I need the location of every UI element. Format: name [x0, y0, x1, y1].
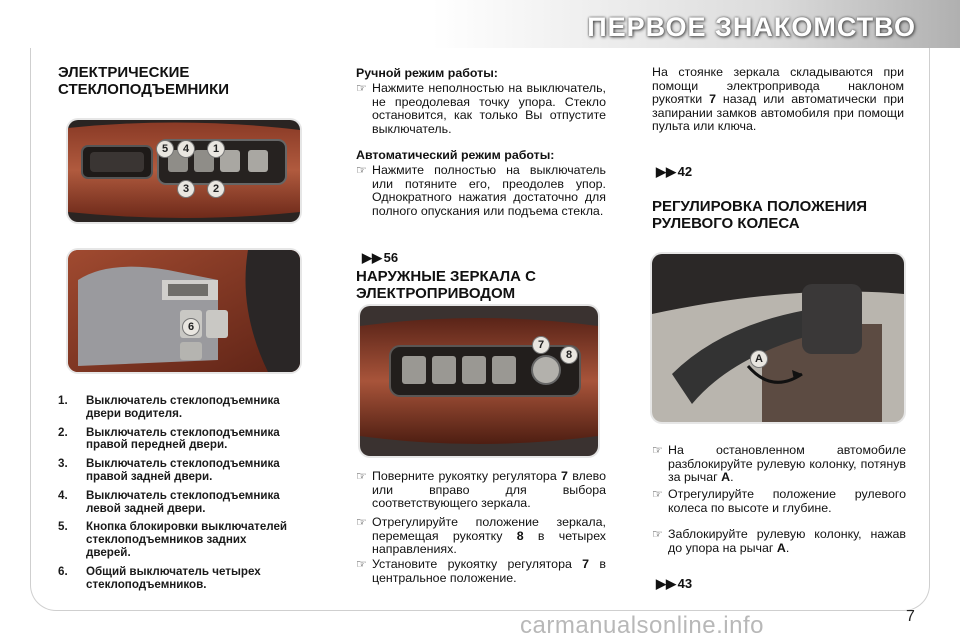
list-item-text: правой задней двери. — [86, 469, 213, 483]
steering-column-photo — [652, 254, 904, 422]
fast-forward-icon: ▶▶ — [656, 164, 676, 179]
list-item-text: Выключатель стеклоподъемника — [86, 394, 280, 407]
text-segment: в центральное положение. — [372, 557, 606, 585]
watermark: carmanualsonline.info — [520, 612, 764, 639]
pointing-hand-icon: ☞ — [356, 515, 367, 529]
master-switch-photo — [68, 250, 300, 372]
mirror-folding-text — [652, 66, 904, 134]
list-item-text: левой задней двери. — [86, 501, 206, 515]
fast-forward-icon: ▶▶ — [362, 250, 382, 265]
auto-mode-text: Нажмите полностью на выключатель или потяните его, преодолев упор. Однократного нажатия достаточно для полного опускания или подъема стекла. — [372, 163, 606, 218]
mirror-bullet-3-text — [372, 558, 606, 585]
manual-mode-bullet — [356, 82, 606, 148]
control-letter: A — [721, 470, 731, 485]
list-item — [58, 521, 320, 559]
control-number: 8 — [516, 528, 524, 543]
steering-column-illustration — [652, 254, 904, 422]
pointing-hand-icon: ☞ — [652, 487, 663, 501]
list-item — [58, 458, 320, 484]
list-item — [58, 566, 320, 592]
steering-bullet-1-text: На остановленном автомобиле разблокируйте рулевую колонку, потянув за рычаг A. — [668, 443, 906, 485]
manual-mode-heading: Ручной режим работы: — [356, 66, 498, 80]
control-letter: A — [776, 540, 786, 555]
auto-mode-bullet — [356, 164, 606, 244]
list-item-text: стеклоподъемников задних — [86, 533, 247, 547]
page-number: 7 — [906, 608, 915, 625]
door-panel-illustration — [68, 120, 300, 222]
mirror-bullet-1 — [356, 470, 606, 512]
steering-bullet-1 — [652, 444, 906, 486]
mirrors-title-line2: ЭЛЕКТРОПРИВОДОМ — [356, 285, 516, 302]
manual-mode-text: Нажмите неполностью на выключатель, не преодолевая точку упора. Стекло остановится, как только Вы отпустите выключатель. — [372, 81, 606, 136]
steering-wheel-title — [652, 198, 867, 232]
page-reference-42 — [656, 164, 692, 180]
text-segment: Установите рукоятку регулятора — [372, 557, 572, 571]
list-item-text: правой передней двери. — [86, 438, 228, 452]
auto-mode-heading: Автоматический режим работы: — [356, 148, 555, 162]
callout-8: 8 — [560, 346, 578, 364]
pointing-hand-icon: ☞ — [652, 443, 663, 457]
mirror-bullet-2 — [356, 516, 606, 558]
mirror-bullet-3 — [356, 558, 606, 588]
steering-bullet-3 — [652, 528, 906, 558]
pointing-hand-icon: ☞ — [356, 81, 367, 95]
list-item-number: 2. — [58, 425, 68, 439]
mirror-control-photo — [360, 306, 598, 456]
text-segment: влево или вправо для выбора соответствующего зеркала. — [372, 469, 606, 511]
text-segment: На стоянке зеркала складываются при помощи электропривода наклоном рукоятки — [652, 65, 904, 107]
steering-bullet-2-text: Отрегулируйте положение рулевого колеса по высоте и глубине. — [668, 487, 906, 515]
page-reference-number: 43 — [677, 576, 693, 591]
pointing-hand-icon: ☞ — [356, 163, 367, 177]
window-lifts-title-line1: ЭЛЕКТРИЧЕСКИЕ — [58, 64, 190, 81]
callout-2: 2 — [207, 180, 225, 198]
callout-6: 6 — [182, 318, 200, 336]
mirrors-title — [356, 268, 536, 302]
callout-1: 1 — [207, 140, 225, 158]
fast-forward-icon: ▶▶ — [656, 576, 676, 591]
steering-bullet-2 — [652, 488, 906, 530]
text-segment: назад или автоматически при запирании замков автомобиля при помощи пульта или ключа. — [652, 92, 904, 134]
list-item-number: 4. — [58, 488, 68, 502]
list-item-text: дверей. — [86, 545, 131, 559]
callout-7: 7 — [532, 336, 550, 354]
list-item-number: 6. — [58, 564, 68, 578]
pointing-hand-icon: ☞ — [356, 469, 367, 483]
list-item — [58, 395, 320, 421]
control-number: 7 — [709, 92, 716, 107]
steering-wheel-title-line2: РУЛЕВОГО КОЛЕСА — [652, 215, 800, 232]
text-segment: в четырех направлениях. — [372, 528, 607, 557]
list-item-number: 3. — [58, 457, 68, 471]
list-item-text: Общий выключатель четырех — [86, 564, 261, 578]
list-item-number: 1. — [58, 394, 68, 407]
text-segment: Поверните рукоятку регулятора — [372, 469, 557, 483]
list-item-text: Выключатель стеклоподъемника — [86, 488, 280, 502]
page-reference-56 — [362, 250, 398, 266]
list-item — [58, 490, 320, 516]
steering-bullet-3-text: Заблокируйте рулевую колонку, нажав до упора на рычаг A. — [668, 527, 906, 555]
page-title: ПЕРВОЕ ЗНАКОМСТВО — [587, 12, 916, 42]
mirror-switch-illustration — [360, 306, 598, 456]
window-lifts-title — [58, 64, 229, 98]
mirror-bullet-1-text — [372, 470, 606, 511]
list-item-text: двери водителя. — [86, 406, 183, 420]
text-segment: Заблокируйте рулевую колонку, нажав до упора на рычаг — [668, 527, 906, 555]
callout-4: 4 — [177, 140, 195, 158]
window-lifts-title-line2: СТЕКЛОПОДЪЕМНИКИ — [58, 81, 230, 98]
list-item-number: 5. — [58, 520, 68, 534]
mirrors-title-line1: НАРУЖНЫЕ ЗЕРКАЛА С — [356, 268, 536, 285]
steering-wheel-title-line1: РЕГУЛИРОВКА ПОЛОЖЕНИЯ — [652, 198, 868, 215]
text-segment: На остановленном автомобиле разблокируйте рулевую колонку, потянув за рычаг — [668, 443, 906, 485]
console-illustration — [68, 250, 300, 372]
mirror-bullet-2-text — [372, 516, 606, 557]
window-switch-photo — [68, 120, 300, 222]
page-reference-number: 42 — [677, 164, 693, 179]
list-item-text: стеклоподъемников. — [86, 577, 207, 591]
control-number: 7 — [582, 557, 590, 571]
callout-5: 5 — [156, 140, 174, 158]
callout-a: A — [750, 350, 768, 368]
pointing-hand-icon: ☞ — [356, 557, 367, 571]
list-item — [58, 427, 320, 453]
list-item-text: Кнопка блокировки выключателей — [86, 520, 288, 534]
page-reference-number: 56 — [383, 250, 399, 265]
switch-legend-list — [58, 395, 320, 597]
callout-3: 3 — [177, 180, 195, 198]
control-number: 7 — [561, 469, 568, 483]
text-segment: Отрегулируйте положение зеркала, перемещая рукоятку — [372, 515, 606, 543]
list-item-text: Выключатель стеклоподъемника — [86, 425, 280, 439]
pointing-hand-icon: ☞ — [652, 527, 663, 541]
page-reference-43 — [656, 576, 692, 592]
list-item-text: Выключатель стеклоподъемника — [86, 457, 280, 471]
header-banner — [0, 0, 960, 48]
